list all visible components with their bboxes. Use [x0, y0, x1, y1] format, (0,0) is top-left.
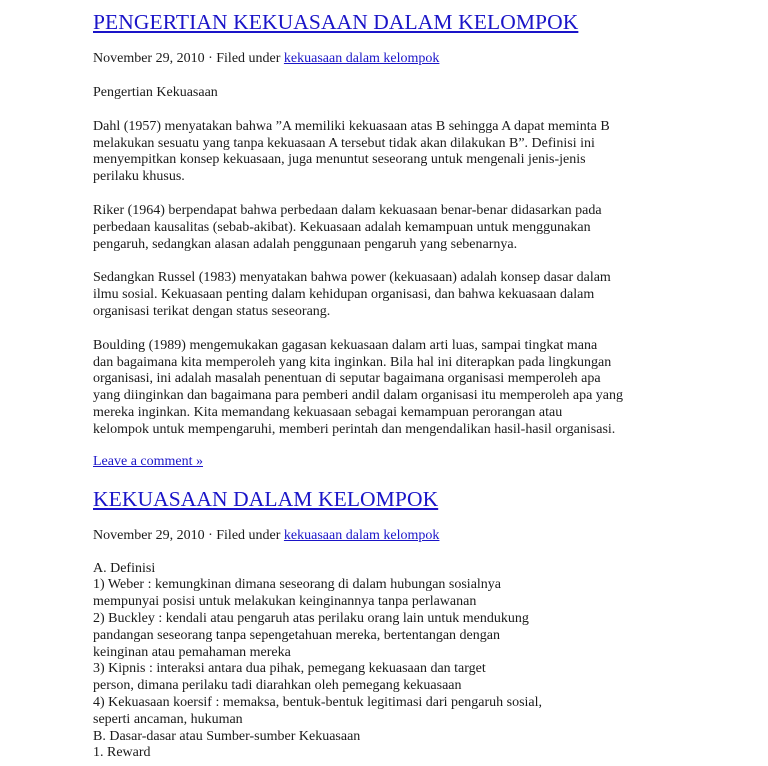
post-title-link[interactable]: KEKUASAAN DALAM KELOMPOK: [93, 486, 439, 511]
list-line: 1) Weber : kemungkinan dimana seseorang di dalam hubungan sosialnya: [93, 577, 502, 593]
list-line: pandangan seseorang tanpa sepengetahuan mereka, bertentangan dengan: [93, 627, 500, 643]
post-title-link[interactable]: PENGERTIAN KEKUASAAN DALAM KELOMPOK: [93, 10, 579, 34]
list-line: A. Definisi: [93, 560, 156, 576]
definition-list: [93, 561, 693, 763]
post-date: November 29, 2010 · Filed under: [93, 527, 284, 543]
post-date: November 29, 2010 · Filed under: [93, 51, 284, 66]
post-2: [93, 485, 693, 763]
post-meta: [93, 50, 693, 67]
paragraph: Dahl (1957) menyatakan bahwa ”A memiliki kekuasaan atas B sehingga A dapat meminta B melakukan sesuatu yang tanpa kekuasaan A tersebut tidak akan dilakukan B”. Definisi ini menyempitkan konsep kekuasaan, juga menuntut seseorang untuk mengenali jenis-jenis perilaku khusus.: [93, 118, 610, 185]
list-line: 2) Buckley : kendali atau pengaruh atas perilaku orang lain untuk mendukung: [93, 610, 529, 626]
list-line: B. Dasar-dasar atau Sumber-sumber Kekuasaan: [93, 728, 361, 744]
list-line: 4) Kekuasaan koersif : memaksa, bentuk-bentuk legitimasi dari pengaruh sosial,: [93, 694, 543, 710]
paragraph: Sedangkan Russel (1983) menyatakan bahwa power (kekuasaan) adalah konsep dasar dalam ilmu sosial. Kekuasaan penting dalam kehidupan organisasi, dan bahwa kekuasaan dalam organisasi terikat dengan status seseorang.: [93, 270, 611, 319]
post-intro: Pengertian Kekuasaan: [93, 85, 218, 100]
list-line: person, dimana perilaku tadi diarahkan oleh pemegang kekuasaan: [93, 678, 462, 694]
category-link[interactable]: kekuasaan dalam kelompok: [283, 51, 440, 66]
category-link[interactable]: kekuasaan dalam kelompok: [283, 527, 440, 543]
paragraph: Boulding (1989) mengemukakan gagasan kekuasaan dalam arti luas, sampai tingkat mana dan bagaimana kita memperoleh yang kita inginkan. Bila hal ini diterapkan pada lingkungan organisasi, ini adalah masalah penentuan di seputar bagaimana organisasi memperoleh apa yang diinginkan dan bagaimana para pemberi andil dalam organisasi itu memperoleh apa yang mereka inginkan. Kita memandang kekuasaan sebagai kemampuan perorangan atau kelompok untuk mempengaruhi, memberi perintah dan mengendalikan hasil-hasil organisasi.: [93, 337, 624, 437]
list-line: seperti ancaman, hukuman: [93, 711, 243, 727]
list-line: mempunyai posisi untuk melakukan keinginannya tanpa perlawanan: [93, 594, 477, 610]
post-title: [93, 485, 693, 513]
post-title: [93, 8, 693, 36]
leave-comment-link[interactable]: Leave a comment »: [93, 453, 204, 469]
list-line: 3) Kipnis : interaksi antara dua pihak, pemegang kekuasaan dan target: [93, 661, 486, 677]
paragraph: Riker (1964) berpendapat bahwa perbedaan dalam kekuasaan benar-benar didasarkan pada perbedaan kausalitas (sebab-akibat). Kekuasaan adalah kemampuan untuk menggunakan pengaruh, sedangkan alasan adalah penggunaan pengaruh yang sebenarnya.: [93, 202, 602, 252]
list-line: keinginan atau pemahaman mereka: [93, 644, 291, 660]
page-content: [93, 8, 693, 762]
post-meta: [93, 527, 693, 544]
list-line: 1. Reward: [93, 745, 151, 761]
post-1: [93, 8, 693, 470]
